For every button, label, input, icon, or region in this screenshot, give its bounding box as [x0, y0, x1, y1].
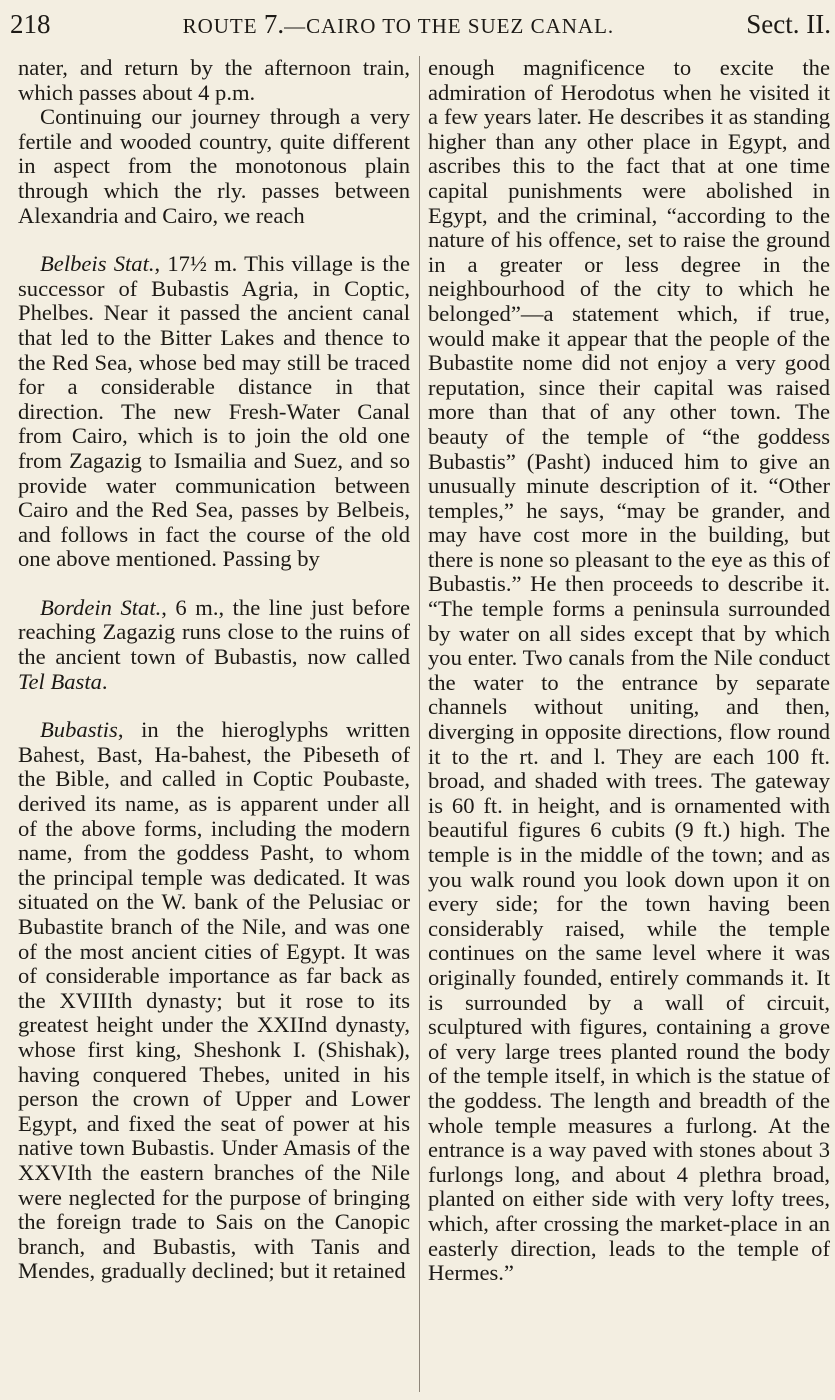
entry-bordein-end: .	[101, 668, 108, 694]
entry-belbeis-text: , 17½ m. This village is the successor of Bubastis Agria, in Coptic, Phelbes. Near it passed the ancient canal that led to the Bitter Lakes and thence to the Red Sea, whose bed may still be traced for a considerable distance in that direction. The new Fresh-Water Canal from Cairo, which is to join the old one from Zagazig to Ismailia and Suez, and so provide water communication between Cairo and the Red Sea, passes by Belbeis, and follows in fact the course of the old one above mentioned. Passing by	[18, 251, 410, 572]
page-number: 218	[10, 8, 51, 39]
column-divider	[419, 56, 420, 1392]
paragraph-herodotus: enough magnificence to excite the admiration of Herodotus when he visited it a few years later. He describes it as standing higher than any other place in Egypt, and ascribes this to the fact that at one time capital punishments were abolished in Egypt, and the criminal, “according to the nature of his offence, set to raise the ground in a greater or less degree in the neighbourhood of the city to which he belonged”—a statement which, if true, would make it appear that the people of the Bubastite nome did not enjoy a very good reputation, since their capital was raised more than that of any other town. The beauty of the temple of “the goddess Bubastis” (Pasht) induced him to give an unusually minute description of it. “Other temples,” he says, “may be grander, and may have cost more in the building, but there is none so pleasant to the eye as this of Bubastis.” He then proceeds to describe it. “The temple forms a peninsula surrounded by water on all sides except that by which you enter. Two canals from the Nile conduct the water to the entrance by separate channels without uniting, and then, diverging in opposite directions, flow round it to the rt. and l. They are each 100 ft. broad, and shaded with trees. The gateway is 60 ft. in height, and is ornamented with beautiful figures 6 cubits (9 ft.) high. The temple is in the middle of the town; and as you walk round you look down upon it on every side; for the town having been considerably raised, while the temple continues on the same level where it was originally founded, entirely commands it. It is surrounded by a wall of circuit, sculptured with figures, containing a grove of very large trees planted round the body of the temple itself, in which is the statue of the goddess. The length and breadth of the whole temple measures a furlong. At the entrance is a way paved with stones about 3 furlongs long, and about 4 plethra broad, planted on either side with very lofty trees, which, after crossing the market-place in an easterly direction, leads to the temple of Hermes.”	[428, 56, 830, 1286]
paragraph-continued: nater, and return by the afternoon train, which passes about 4 p.m.	[18, 56, 410, 105]
entry-belbeis	[18, 252, 410, 572]
left-column	[18, 56, 410, 1392]
running-head	[10, 4, 831, 44]
right-column	[428, 56, 830, 1392]
paragraph-journey: Continuing our journey through a very fertile and wooded country, quite different in aspect from the monotonous plain through which the rly. passes between Alexandria and Cairo, we reach	[18, 104, 410, 228]
station-name-bordein: Bordein Stat.	[40, 594, 162, 620]
entry-bordein	[18, 596, 410, 694]
station-name-belbeis: Belbeis Stat.	[40, 251, 155, 277]
route-label: ROUTE	[182, 13, 258, 38]
route-number: 7.	[263, 8, 285, 39]
entry-bordein-text: , 6 m., the line just before reaching Zagazig runs close to the ruins of the ancient town of Bubastis, now called	[18, 594, 410, 670]
place-name-bubastis: Bubastis	[40, 717, 118, 743]
place-tel-basta: Tel Basta	[18, 668, 102, 694]
running-title	[183, 9, 615, 40]
section-label: Sect. II.	[746, 8, 831, 39]
entry-bubastis-text: , in the hieroglyphs written Bahest, Bast, Ha-bahest, the Pibeseth of the Bible, and called in Coptic Poubaste, derived its name, as is apparent under all of the above forms, including the modern name, from the goddess Pasht, to whom the principal temple was dedicated. It was situated on the W. bank of the Pelusiac or Bubastite branch of the Nile, and was one of the most ancient cities of Egypt. It was of considerable importance as far back as the XVIIIth dynasty; but it rose to its greatest height under the XXIInd dynasty, whose first king, Sheshonk I. (Shishak), having conquered Thebes, united in his person the crown of Upper and Lower Egypt, and fixed the seat of power at his native town Bubastis. Under Amasis of the XXVIth the eastern branches of the Nile were neglected for the purpose of bringing the foreign trade to Sais on the Canopic branch, and Bubastis, with Tanis and Mendes, gradually declined; but it retained	[18, 717, 410, 1284]
entry-bubastis	[18, 718, 410, 1284]
route-title: —CAIRO TO THE SUEZ CANAL.	[284, 13, 615, 38]
